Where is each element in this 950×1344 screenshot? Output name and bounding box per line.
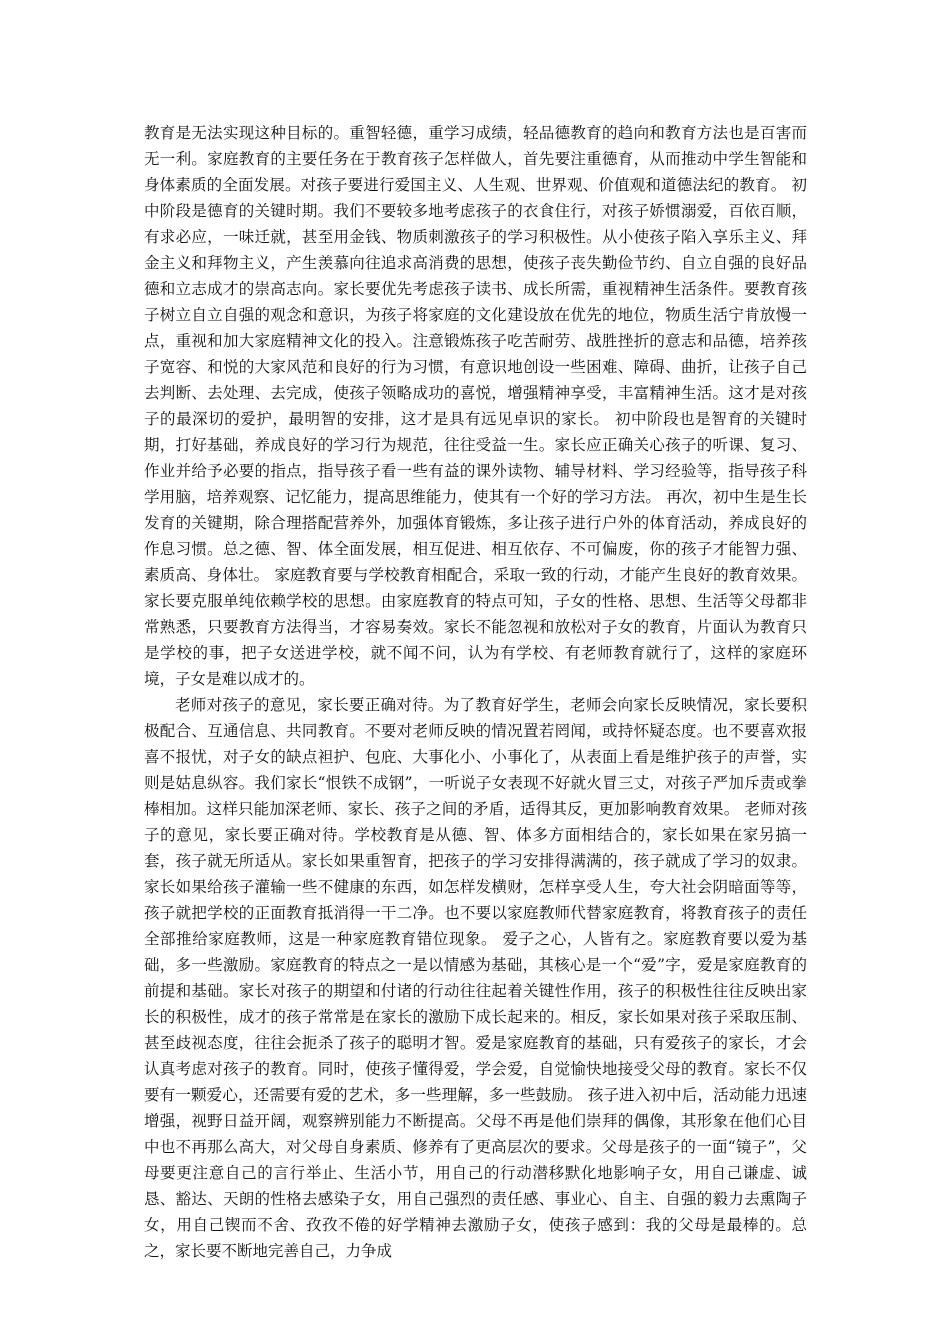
body-paragraph-2: 老师对孩子的意见，家长要正确对待。为了教育好学生，老师会向家长反映情况，家长要积极配合、互通信息、共同教育。不要对老师反映的情况置若罔闻，或持怀疑态度。也不要喜欢报喜不报忧，对子女的缺点袒护、包庇、大事化小、小事化了，从表面上看是维护孩子的声誉，实则是姑息纵容。我们家长“恨铁不成钢”，一听说子女表现不好就火冒三丈，对孩子严加斥责或拳棒相加。这样只能加深老师、家长、孩子之间的矛盾，适得其反，更加影响教育效果。 老师对孩子的意见，家长要正确对待。学校教育是从德、智、体多方面相结合的，家长如果在家另搞一套，孩子就无所适从。家长如果重智育，把孩子的学习安排得满满的，孩子就成了学习的奴隶。家长如果给孩子灌输一些不健康的东西，如怎样发横财，怎样享受人生，夸大社会阴暗面等等，孩子就把学校的正面教育抵消得一干二净。也不要以家庭教师代替家庭教育，将教育孩子的责任全部推给家庭教师，这是一种家庭教育错位现象。 爱子之心，人皆有之。家庭教育要以爱为基础，多一些激励。家庭教育的特点之一是以情感为基础，其核心是一个“爱”字，爱是家庭教育的前提和基础。家长对孩子的期望和付诸的行动往往起着关键性作用，孩子的积极性往往反映出家长的积极性，成才的孩子常常是在家长的激励下成长起来的。相反，家长如果对孩子采取压制、甚至歧视态度，往往会扼杀了孩子的聪明才智。爱是家庭教育的基础，只有爱孩子的家长，才会认真考虑对孩子的教育。同时，使孩子懂得爱，学会爱，自觉愉快地接受父母的教育。家长不仅要有一颗爱心，还需要有爱的艺术，多一些理解，多一些鼓励。 孩子进入初中后，活动能力迅速增强，视野日益开阔，观察辨别能力不断提高。父母不再是他们崇拜的偶像，其形象在他们心目中也不再那么高大，对父母自身素质、修养有了更高层次的要求。父母是孩子的一面“镜子”，父母要更注意自己的言行举止、生活小节，用自己的行动潜移默化地影响子女，用自己谦虚、诚恳、豁达、天朗的性格去感染子女，用自己强烈的责任感、事业心、自主、自强的毅力去熏陶子女，用自己锲而不舍、孜孜不倦的好学精神去激励子女，使孩子感到：我的父母是最棒的。总之，家长要不断地完善自己，力争成	[144, 696, 807, 1260]
body-paragraph-1: 教育是无法实现这种目标的。重智轻德，重学习成绩，轻品德教育的趋向和教育方法也是百害而无一利。家庭教育的主要任务在于教育孩子怎样做人，首先要注重德育，从而推动中学生智能和身体素质的全面发展。对孩子要进行爱国主义、人生观、世界观、价值观和道德法纪的教育。 初中阶段是德育的关键时期。我们不要较多地考虑孩子的衣食住行，对孩子娇惯溺爱，百依百顺，有求必应，一味迁就，甚至用金钱、物质刺激孩子的学习积极性。从小使孩子陷入享乐主义、拜金主义和拜物主义，产生羡慕向往追求高消费的思想，使孩子丧失勤俭节约、自立自强的良好品德和立志成才的崇高志向。家长要优先考虑孩子读书、成长所需，重视精神生活条件。要教育孩子树立自立自强的观念和意识，为孩子将家庭的文化建设放在优先的地位，物质生活宁肯放慢一点，重视和加大家庭精神文化的投入。注意锻炼孩子吃苦耐劳、战胜挫折的意志和品德，培养孩子宽容、和悦的大家风范和良好的行为习惯，有意识地创设一些困难、障碍、曲折，让孩子自己去判断、去处理、去完成，使孩子领略成功的喜悦，增强精神享受，丰富精神生活。这才是对孩子的最深切的爱护，最明智的安排，这才是具有远见卓识的家长。 初中阶段也是智育的关键时期，打好基础，养成良好的学习行为规范，往往受益一生。家长应正确关心孩子的听课、复习、作业并给予必要的指点，指导孩子看一些有益的课外读物、辅导材料、学习经验等，指导孩子科学用脑，培养观察、记忆能力，提高思维能力，使其有一个好的学习方法。 再次，初中生是生长发育的关键期，除合理搭配营养外，加强体育锻炼，多让孩子进行户外的体育活动，养成良好的作息习惯。总之德、智、体全面发展，相互促进、相互依存、不可偏废，你的孩子才能智力强、素质高、身体壮。 家庭教育要与学校教育相配合，采取一致的行动，才能产生良好的教育效果。家长要克服单纯依赖学校的思想。由家庭教育的特点可知，子女的性格、思想、生活等父母都非常熟悉，只要教育方法得当，才容易奏效。家长不能忽视和放松对子女的教育，片面认为教育只是学校的事，把子女送进学校，就不闻不问，认为有学校、有老师教育就行了，这样的家庭环境，子女是难以成才的。	[144, 124, 807, 688]
document-page	[144, 120, 807, 1264]
